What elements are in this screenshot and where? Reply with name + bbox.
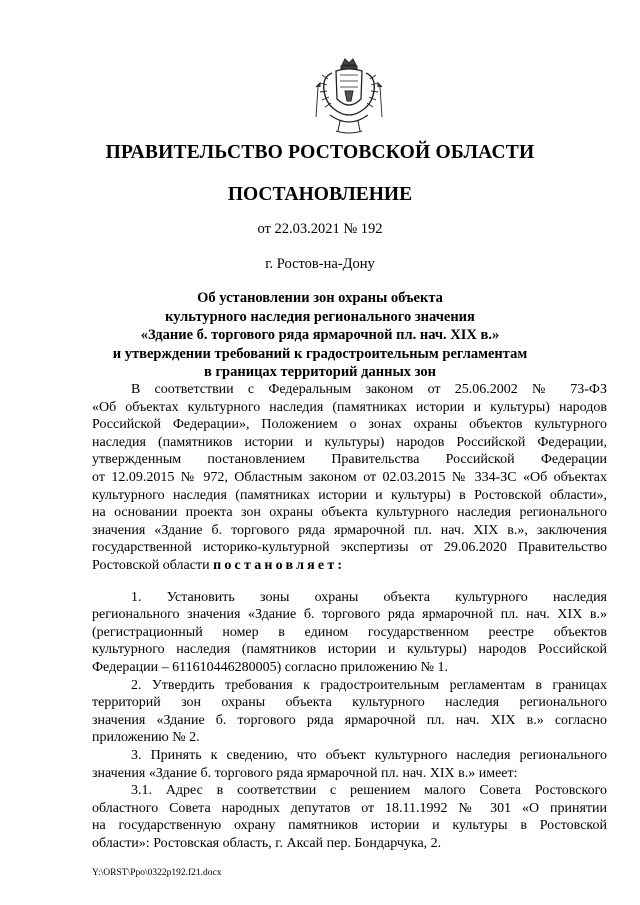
subject-line: и утверждении требований к градостроительным регламентам bbox=[112, 345, 528, 362]
preamble-line: утвержденным постановлением Правительства Российской Федерации bbox=[92, 452, 607, 468]
item31-line: на государственную охрану памятников истории и культуры в Ростовской bbox=[92, 818, 607, 834]
file-path-footer: Y:\ORST\Ppo\0322p192.f21.docx bbox=[92, 867, 222, 878]
coat-of-arms-emblem bbox=[312, 57, 386, 137]
preamble-line: значения «Здание б. торгового ряда ярмарочной пл. нач. XIX в.», заключения bbox=[92, 522, 607, 538]
preamble-line: на основании проекта зон охраны объекта культурного наследия регионального bbox=[92, 505, 607, 521]
document-type-title: ПОСТАНОВЛЕНИЕ bbox=[227, 184, 413, 205]
preamble-line: наследия (памятников истории и культуры) народов Российской Федерации, bbox=[92, 434, 607, 450]
preamble-line: В соответствии с Федеральным законом от 25.06.2002 № 73-ФЗ bbox=[131, 382, 607, 397]
item2-line: значения «Здание б. торгового ряда ярмарочной пл. нач. XIX в.» согласно bbox=[92, 712, 607, 728]
preamble-last-prefix: Ростовской области bbox=[92, 558, 214, 573]
item1-line: 1. Установить зоны охраны объекта культурного наследия bbox=[131, 589, 607, 605]
item2-line: 2. Утвердить требования к градостроительным регламентам в границах bbox=[131, 677, 607, 693]
item2-line: территорий зон охраны объекта культурного наследия регионального bbox=[92, 695, 607, 711]
item31-line: области»: Ростовская область, г. Аксай пер. Бондарчука, 2. bbox=[92, 836, 442, 851]
item2-line: приложению № 2. bbox=[92, 730, 200, 746]
preamble-line: культурного наследия (памятниках истории и культуры) в Ростовской области», bbox=[92, 487, 607, 503]
item1-line: (регистрационный номер в едином государственном реестре объектов bbox=[92, 624, 607, 640]
item1-line: регионального значения «Здание б. торгового ряда ярмарочной пл. нач. XIX в.» bbox=[92, 607, 607, 623]
preamble-line: от 12.09.2015 № 972, Областным законом от 02.03.2015 № 334-ЗС «Об объектах bbox=[92, 470, 607, 485]
item31-line: областного Совета народных депутатов от 18.11.1992 № 301 «О принятии bbox=[92, 800, 607, 816]
preamble-line: Российской Федерации», Положением о зонах охраны объектов культурного bbox=[92, 417, 607, 433]
decree-word: постановляет: bbox=[213, 558, 346, 573]
preamble-last-line bbox=[92, 558, 607, 574]
subject-line: «Здание б. торгового ряда ярмарочной пл. нач. XIX в.» bbox=[140, 327, 500, 344]
subject-line: в границах территорий данных зон bbox=[204, 364, 436, 381]
preamble-line: «Об объектах культурного наследия (памятниках истории и культуры) народов bbox=[92, 399, 607, 415]
document-subject bbox=[90, 289, 550, 382]
preamble-line: государственной историко-культурной экспертизы от 29.06.2020 Правительство bbox=[92, 540, 607, 556]
document-city: г. Ростов-на-Дону bbox=[265, 256, 375, 272]
subject-line: Об установлении зон охраны объекта bbox=[197, 290, 443, 306]
item1-line: культурного наследия (памятников истории и культуры) народов Российской bbox=[92, 642, 607, 658]
subject-line: культурного наследия регионального значения bbox=[165, 308, 475, 325]
item3-line: значения «Здание б. торгового ряда ярмарочной пл. нач. XIX в.» имеет: bbox=[92, 765, 518, 781]
item3-line: 3. Принять к сведению, что объект культурного наследия регионального bbox=[131, 748, 607, 763]
item31-line: 3.1. Адрес в соответствии с решением малого Совета Ростовского bbox=[131, 783, 607, 799]
government-title: ПРАВИТЕЛЬСТВО РОСТОВСКОЙ ОБЛАСТИ bbox=[105, 142, 535, 163]
item1-line: Федерации – 611610446280005) согласно приложению № 1. bbox=[92, 660, 449, 675]
document-date-number: от 22.03.2021 № 192 bbox=[257, 221, 383, 237]
